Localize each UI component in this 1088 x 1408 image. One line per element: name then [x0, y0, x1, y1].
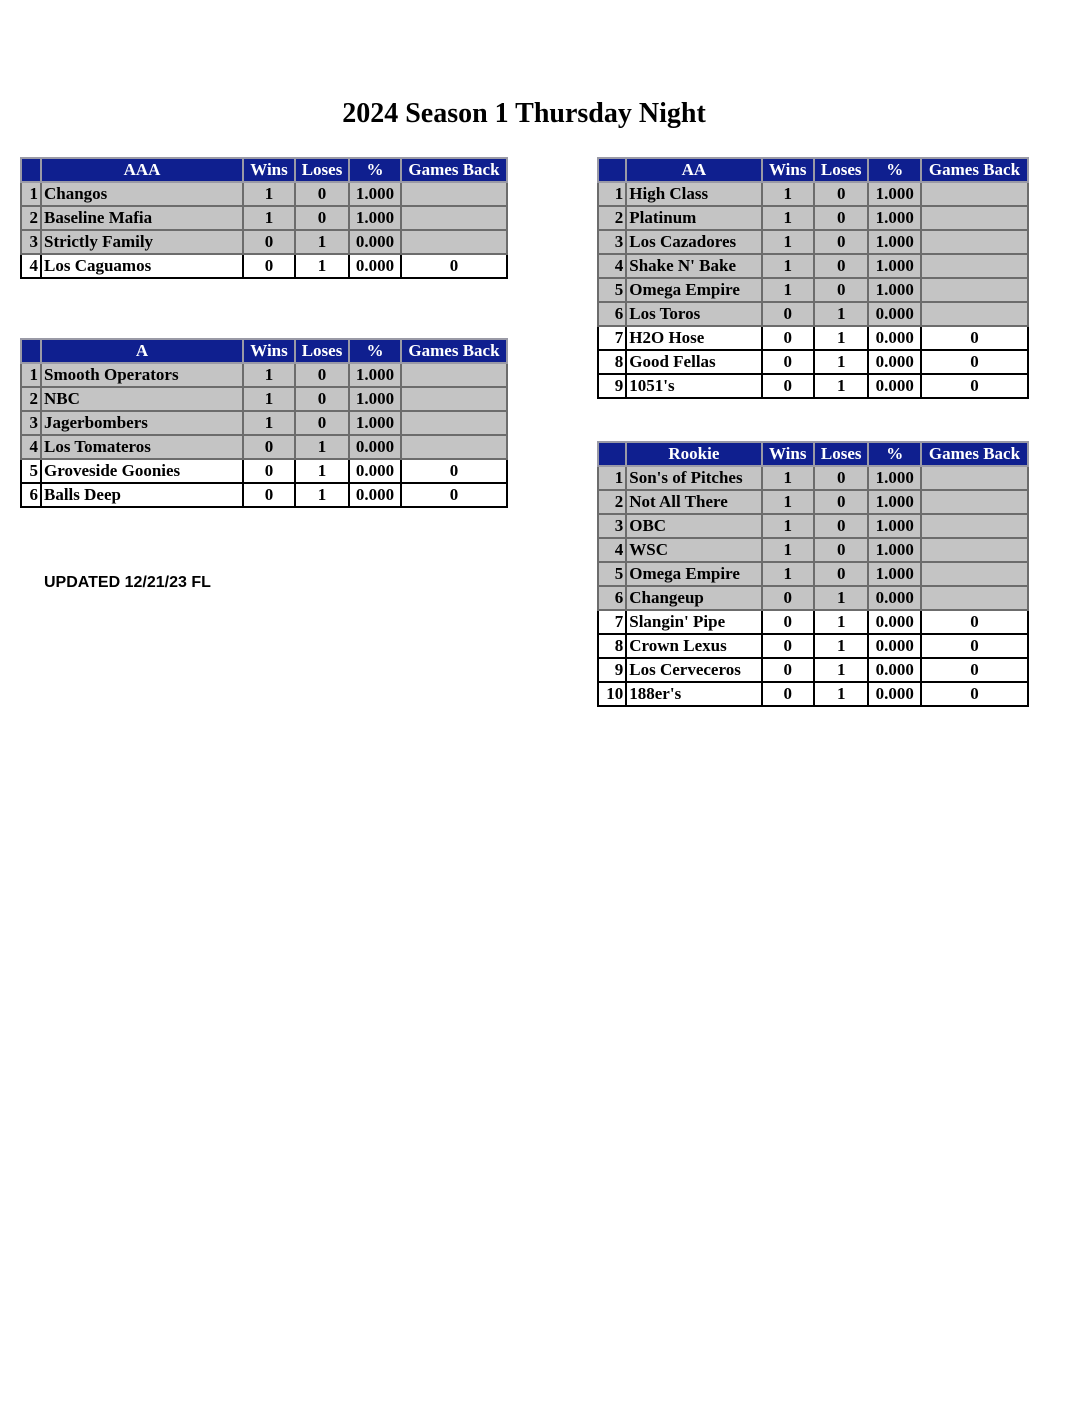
rank-cell: 2 [21, 206, 41, 230]
wins-cell: 1 [762, 490, 814, 514]
pct-cell: 0.000 [868, 586, 920, 610]
rank-header [598, 158, 626, 182]
wins-cell: 1 [762, 278, 814, 302]
team-name-cell: Baseline Mafia [41, 206, 243, 230]
pct-cell: 0.000 [868, 302, 920, 326]
wins-header: Wins [243, 339, 295, 363]
standings-table-rookie [597, 441, 1029, 707]
rank-cell: 7 [598, 610, 626, 634]
team-name-cell: Omega Empire [626, 278, 761, 302]
rank-cell: 3 [598, 230, 626, 254]
team-name-cell: Crown Lexus [626, 634, 761, 658]
pct-cell: 0.000 [868, 374, 920, 398]
pct-cell: 0.000 [349, 254, 401, 278]
wins-cell: 1 [762, 230, 814, 254]
rank-cell: 4 [598, 254, 626, 278]
loses-cell: 0 [814, 538, 869, 562]
page-title: 2024 Season 1 Thursday Night [342, 98, 706, 129]
division-name-header: AAA [41, 158, 243, 182]
table-header-row [598, 158, 1028, 182]
standings-table-aaa [20, 157, 508, 279]
wins-cell: 0 [762, 374, 814, 398]
team-name-cell: Son's of Pitches [626, 466, 761, 490]
rank-cell: 5 [598, 278, 626, 302]
loses-cell: 1 [295, 483, 349, 507]
wins-cell: 1 [243, 363, 295, 387]
loses-cell: 0 [295, 363, 349, 387]
wins-cell: 0 [762, 586, 814, 610]
table-row [598, 466, 1028, 490]
games-back-cell: 0 [401, 254, 507, 278]
table-row [21, 254, 507, 278]
games-back-cell: 0 [401, 459, 507, 483]
rank-cell: 3 [21, 411, 41, 435]
rank-cell: 5 [598, 562, 626, 586]
pct-cell: 0.000 [868, 682, 920, 706]
team-name-cell: Platinum [626, 206, 761, 230]
table-row [598, 230, 1028, 254]
table-row [598, 254, 1028, 278]
team-name-cell: 188er's [626, 682, 761, 706]
table-row [21, 411, 507, 435]
pct-cell: 0.000 [349, 435, 401, 459]
table-row [598, 514, 1028, 538]
rank-cell: 7 [598, 326, 626, 350]
table-row [598, 610, 1028, 634]
table-row [598, 538, 1028, 562]
games-back-cell [401, 435, 507, 459]
loses-header: Loses [295, 339, 349, 363]
wins-cell: 0 [243, 254, 295, 278]
team-name-cell: Balls Deep [41, 483, 243, 507]
games-back-cell [921, 490, 1028, 514]
loses-cell: 0 [814, 230, 869, 254]
loses-cell: 0 [814, 278, 869, 302]
games-back-cell: 0 [921, 374, 1028, 398]
games-back-cell: 0 [401, 483, 507, 507]
wins-header: Wins [243, 158, 295, 182]
games-back-cell [401, 411, 507, 435]
rank-cell: 4 [598, 538, 626, 562]
division-name-header: Rookie [626, 442, 761, 466]
games-back-cell [921, 562, 1028, 586]
wins-cell: 1 [243, 206, 295, 230]
pct-cell: 1.000 [868, 562, 920, 586]
team-name-cell: WSC [626, 538, 761, 562]
loses-cell: 0 [814, 206, 869, 230]
pct-cell: 1.000 [868, 206, 920, 230]
wins-cell: 0 [762, 658, 814, 682]
rank-header [21, 158, 41, 182]
games-back-cell [921, 254, 1028, 278]
rank-cell: 1 [21, 363, 41, 387]
loses-cell: 1 [814, 610, 869, 634]
team-name-cell: OBC [626, 514, 761, 538]
pct-cell: 1.000 [868, 230, 920, 254]
rank-cell: 4 [21, 435, 41, 459]
team-name-cell: Not All There [626, 490, 761, 514]
standings-table-a [20, 338, 508, 508]
pct-cell: 1.000 [349, 387, 401, 411]
loses-cell: 1 [814, 658, 869, 682]
team-name-cell: Los Toros [626, 302, 761, 326]
loses-cell: 0 [814, 254, 869, 278]
pct-header: % [349, 339, 401, 363]
pct-cell: 0.000 [868, 350, 920, 374]
pct-cell: 1.000 [349, 363, 401, 387]
table-header-row [598, 442, 1028, 466]
table-row [598, 634, 1028, 658]
wins-cell: 1 [762, 206, 814, 230]
rank-cell: 2 [598, 490, 626, 514]
table-row [598, 206, 1028, 230]
rank-cell: 5 [21, 459, 41, 483]
loses-cell: 0 [295, 206, 349, 230]
games-back-cell [921, 586, 1028, 610]
wins-cell: 1 [762, 466, 814, 490]
rank-cell: 8 [598, 350, 626, 374]
wins-cell: 0 [243, 230, 295, 254]
rank-cell: 2 [598, 206, 626, 230]
table-row [21, 230, 507, 254]
pct-cell: 0.000 [349, 459, 401, 483]
wins-cell: 1 [243, 387, 295, 411]
table-row [598, 326, 1028, 350]
team-name-cell: High Class [626, 182, 761, 206]
pct-cell: 1.000 [349, 206, 401, 230]
team-name-cell: Jagerbombers [41, 411, 243, 435]
games-back-cell [921, 182, 1028, 206]
games-back-cell: 0 [921, 350, 1028, 374]
pct-cell: 1.000 [349, 411, 401, 435]
pct-header: % [349, 158, 401, 182]
wins-cell: 0 [762, 302, 814, 326]
pct-cell: 0.000 [868, 610, 920, 634]
pct-cell: 1.000 [868, 466, 920, 490]
rank-cell: 3 [21, 230, 41, 254]
rank-cell: 1 [598, 466, 626, 490]
wins-cell: 0 [762, 350, 814, 374]
team-name-cell: Shake N' Bake [626, 254, 761, 278]
wins-cell: 0 [762, 682, 814, 706]
table-row [598, 350, 1028, 374]
team-name-cell: Omega Empire [626, 562, 761, 586]
games-back-cell [401, 363, 507, 387]
team-name-cell: Los Tomateros [41, 435, 243, 459]
pct-cell: 1.000 [868, 490, 920, 514]
division-name-header: A [41, 339, 243, 363]
table-header-row [21, 158, 507, 182]
pct-cell: 0.000 [349, 483, 401, 507]
team-name-cell: 1051's [626, 374, 761, 398]
table-row [598, 586, 1028, 610]
team-name-cell: Smooth Operators [41, 363, 243, 387]
standings-table-aa [597, 157, 1029, 399]
loses-header: Loses [814, 158, 869, 182]
team-name-cell: Los Cerveceros [626, 658, 761, 682]
games-back-cell [921, 302, 1028, 326]
games-back-cell [921, 206, 1028, 230]
pct-cell: 0.000 [349, 230, 401, 254]
table-row [598, 302, 1028, 326]
wins-cell: 0 [243, 435, 295, 459]
pct-cell: 1.000 [868, 514, 920, 538]
team-name-cell: NBC [41, 387, 243, 411]
pct-cell: 0.000 [868, 634, 920, 658]
team-name-cell: H2O Hose [626, 326, 761, 350]
loses-cell: 0 [295, 387, 349, 411]
wins-cell: 0 [762, 610, 814, 634]
games-back-header: Games Back [401, 339, 507, 363]
table-row [598, 562, 1028, 586]
loses-cell: 0 [814, 562, 869, 586]
rank-header [21, 339, 41, 363]
games-back-cell [401, 206, 507, 230]
loses-cell: 1 [814, 634, 869, 658]
rank-cell: 6 [598, 302, 626, 326]
games-back-cell [921, 278, 1028, 302]
wins-cell: 0 [762, 634, 814, 658]
loses-cell: 0 [295, 411, 349, 435]
games-back-cell [401, 182, 507, 206]
pct-cell: 0.000 [868, 326, 920, 350]
loses-header: Loses [814, 442, 869, 466]
team-name-cell: Los Caguamos [41, 254, 243, 278]
wins-cell: 0 [243, 459, 295, 483]
table-row [21, 363, 507, 387]
loses-cell: 0 [814, 182, 869, 206]
wins-header: Wins [762, 442, 814, 466]
team-name-cell: Los Cazadores [626, 230, 761, 254]
table-row [21, 387, 507, 411]
wins-cell: 1 [243, 182, 295, 206]
pct-cell: 1.000 [868, 182, 920, 206]
rank-cell: 2 [21, 387, 41, 411]
games-back-cell: 0 [921, 326, 1028, 350]
rank-cell: 1 [598, 182, 626, 206]
games-back-cell [401, 230, 507, 254]
table-header-row [21, 339, 507, 363]
rank-cell: 1 [21, 182, 41, 206]
games-back-header: Games Back [921, 442, 1028, 466]
loses-cell: 1 [814, 302, 869, 326]
table-row [598, 658, 1028, 682]
games-back-cell [921, 230, 1028, 254]
rank-cell: 6 [598, 586, 626, 610]
loses-cell: 1 [814, 682, 869, 706]
table-row [21, 459, 507, 483]
loses-cell: 0 [814, 466, 869, 490]
team-name-cell: Strictly Family [41, 230, 243, 254]
wins-cell: 1 [762, 254, 814, 278]
team-name-cell: Slangin' Pipe [626, 610, 761, 634]
table-row [21, 206, 507, 230]
wins-cell: 1 [762, 182, 814, 206]
wins-cell: 1 [762, 514, 814, 538]
wins-cell: 1 [243, 411, 295, 435]
pct-cell: 1.000 [868, 278, 920, 302]
games-back-cell: 0 [921, 682, 1028, 706]
table-row [598, 490, 1028, 514]
games-back-header: Games Back [921, 158, 1028, 182]
games-back-cell: 0 [921, 634, 1028, 658]
table-row [21, 435, 507, 459]
table-row [598, 682, 1028, 706]
rank-cell: 3 [598, 514, 626, 538]
games-back-cell: 0 [921, 658, 1028, 682]
games-back-cell [921, 514, 1028, 538]
loses-cell: 1 [814, 586, 869, 610]
wins-cell: 0 [243, 483, 295, 507]
loses-cell: 1 [814, 350, 869, 374]
games-back-cell [401, 387, 507, 411]
rank-cell: 10 [598, 682, 626, 706]
pct-cell: 0.000 [868, 658, 920, 682]
games-back-header: Games Back [401, 158, 507, 182]
wins-header: Wins [762, 158, 814, 182]
table-row [598, 278, 1028, 302]
loses-cell: 1 [814, 326, 869, 350]
loses-header: Loses [295, 158, 349, 182]
loses-cell: 1 [814, 374, 869, 398]
wins-cell: 1 [762, 562, 814, 586]
loses-cell: 1 [295, 435, 349, 459]
games-back-cell [921, 466, 1028, 490]
wins-cell: 0 [762, 326, 814, 350]
pct-header: % [868, 158, 920, 182]
team-name-cell: Groveside Goonies [41, 459, 243, 483]
pct-cell: 1.000 [868, 254, 920, 278]
team-name-cell: Changeup [626, 586, 761, 610]
table-row [21, 483, 507, 507]
rank-cell: 9 [598, 374, 626, 398]
table-row [598, 374, 1028, 398]
rank-cell: 6 [21, 483, 41, 507]
games-back-cell [921, 538, 1028, 562]
table-row [21, 182, 507, 206]
updated-note: UPDATED 12/21/23 FL [44, 574, 211, 591]
pct-header: % [868, 442, 920, 466]
loses-cell: 0 [295, 182, 349, 206]
loses-cell: 1 [295, 230, 349, 254]
rank-cell: 4 [21, 254, 41, 278]
games-back-cell: 0 [921, 610, 1028, 634]
rank-header [598, 442, 626, 466]
loses-cell: 1 [295, 254, 349, 278]
pct-cell: 1.000 [349, 182, 401, 206]
team-name-cell: Good Fellas [626, 350, 761, 374]
loses-cell: 1 [295, 459, 349, 483]
team-name-cell: Changos [41, 182, 243, 206]
rank-cell: 8 [598, 634, 626, 658]
rank-cell: 9 [598, 658, 626, 682]
loses-cell: 0 [814, 514, 869, 538]
table-row [598, 182, 1028, 206]
division-name-header: AA [626, 158, 761, 182]
loses-cell: 0 [814, 490, 869, 514]
pct-cell: 1.000 [868, 538, 920, 562]
wins-cell: 1 [762, 538, 814, 562]
